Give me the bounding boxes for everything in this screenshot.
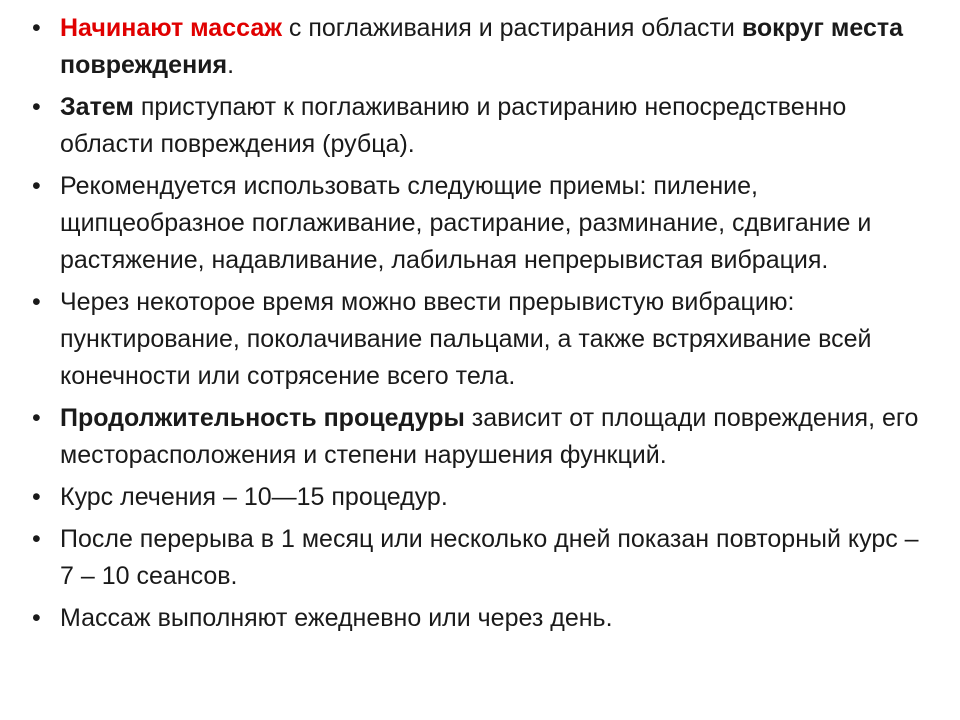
bullet-emphasis-bold: Затем	[60, 93, 134, 121]
bullet-item-course	[30, 479, 925, 516]
bullet-item-frequency	[30, 600, 925, 637]
bullet-marker: •	[32, 172, 41, 200]
bullet-emphasis-bold: вокруг места повреждения	[60, 14, 903, 79]
bullet-marker: •	[32, 483, 41, 511]
bullet-marker: •	[32, 288, 41, 316]
bullet-text: .	[227, 51, 235, 79]
bullet-item-duration	[30, 400, 925, 474]
bullet-list	[30, 10, 925, 642]
bullet-text: Через некоторое время можно ввести прерывистую вибрацию: пунктирование, поколачивание пальцами, а также встряхивание всей конечности или сотрясение всего тела.	[60, 288, 872, 390]
bullet-item-repeat-course	[30, 521, 925, 595]
bullet-text: приступают к поглаживанию и растиранию непосредственно области повреждения (рубца).	[60, 93, 847, 158]
bullet-marker: •	[32, 404, 41, 432]
bullet-item-then	[30, 89, 925, 163]
bullet-text: зависит от площади повреждения, его месторасположения и степени нарушения функций.	[60, 404, 919, 469]
bullet-marker: •	[32, 14, 41, 42]
bullet-marker: •	[32, 525, 41, 553]
bullet-text: Массаж выполняют ежедневно или через день.	[60, 604, 613, 632]
bullet-text: с поглаживания и растирания области	[281, 14, 742, 42]
bullet-emphasis-bold: Продолжительность процедуры	[60, 404, 465, 432]
bullet-item-techniques	[30, 168, 925, 279]
bullet-text: После перерыва в 1 месяц или несколько дней показан повторный курс – 7 – 10 сеансов.	[60, 525, 919, 590]
bullet-item-intermittent-vibration	[30, 284, 925, 395]
bullet-marker: •	[32, 604, 41, 632]
bullet-item-start-massage	[30, 10, 925, 84]
bullet-text: Рекомендуется использовать следующие приемы: пиление, щипцеобразное поглаживание, растирание, разминание, сдвигание и растяжение, надавливание, лабильная непрерывистая вибрация.	[60, 172, 872, 274]
bullet-emphasis-red: Начинают массаж	[60, 14, 282, 42]
bullet-text: Курс лечения – 10—15 процедур.	[60, 483, 448, 511]
bullet-marker: •	[32, 93, 41, 121]
